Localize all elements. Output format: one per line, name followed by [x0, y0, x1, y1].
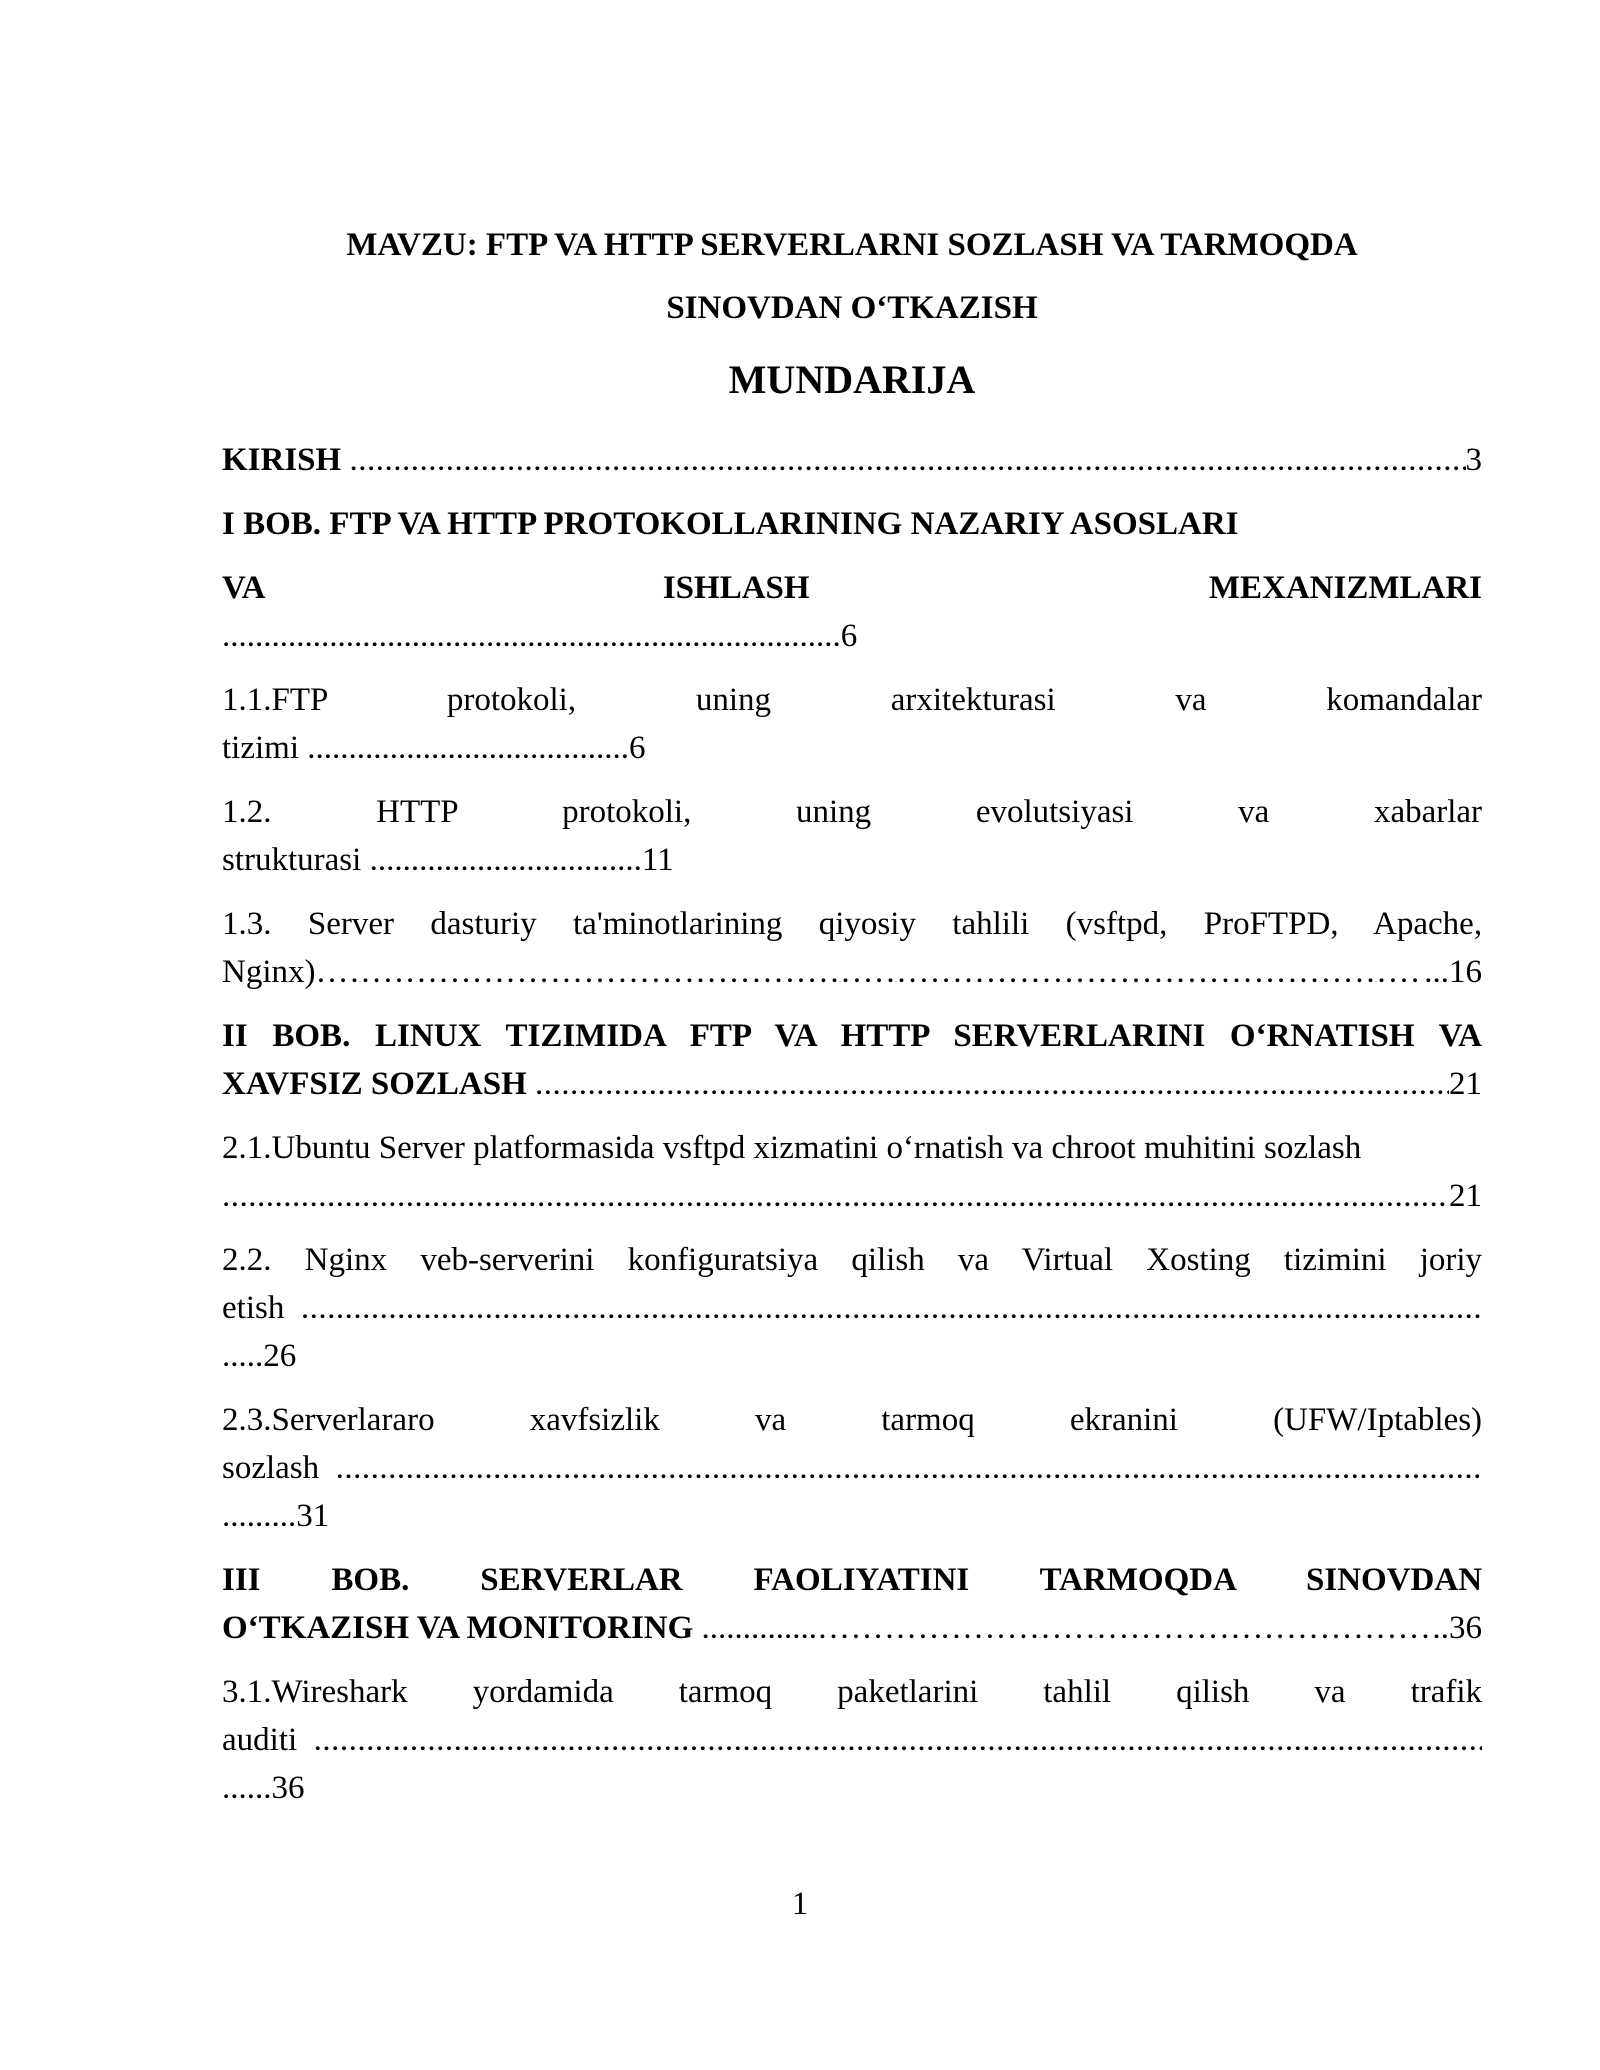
- toc-word: konfiguratsiya: [627, 1242, 819, 1278]
- toc-word: qilish: [851, 1242, 925, 1278]
- toc-entry-2-3: [222, 1396, 1482, 1444]
- toc-word: ProFTPD,: [1203, 906, 1339, 942]
- toc-entry-label: strukturasi: [222, 842, 362, 878]
- toc-heading: MUNDARIJA: [728, 357, 976, 402]
- toc-word: uning: [796, 794, 872, 830]
- toc-page-number: .....26: [222, 1338, 297, 1374]
- toc-entry-bob3: [222, 1556, 1482, 1604]
- toc-word: veb-serverini: [420, 1242, 595, 1278]
- toc-word: va: [957, 1242, 990, 1278]
- toc-word: Server: [307, 906, 394, 942]
- toc-word: protokoli,: [562, 794, 692, 830]
- toc-word: joriy: [1419, 1242, 1483, 1278]
- toc-word: MEXANIZMLARI: [1208, 570, 1482, 606]
- toc-page-number: 21: [1449, 1066, 1482, 1102]
- toc-word: 2.3.Serverlararo: [222, 1402, 435, 1438]
- toc-word: dasturiy: [430, 906, 537, 942]
- page-number: 1: [791, 1886, 809, 1922]
- toc-entry-bob1-line2: [222, 564, 1482, 612]
- toc-entry-bob3-line2: [222, 1604, 1482, 1652]
- toc-word: ISHLASH: [662, 570, 810, 606]
- toc-entry-bob1-line3: [222, 612, 1482, 660]
- toc-entry-3-1: [222, 1668, 1482, 1716]
- toc-word: Xosting: [1146, 1242, 1251, 1278]
- toc-word: va: [1238, 794, 1270, 830]
- toc-entry-2-3-line2: [222, 1444, 1482, 1492]
- toc-word: Nginx: [304, 1242, 388, 1278]
- toc-word: 2.2.: [222, 1242, 272, 1278]
- toc-leader-dots: [314, 1716, 1482, 1764]
- toc-entry-label: I BOB. FTP VA HTTP PROTOKOLLARINING NAZARIY ASOSLARI: [222, 506, 1239, 542]
- toc-word: SERVERLARINI: [953, 1018, 1206, 1054]
- toc-word: 1.3.: [222, 906, 272, 942]
- toc-word: xabarlar: [1373, 794, 1483, 830]
- toc-word: II: [222, 1018, 248, 1054]
- toc-entry-2-2-line3: [222, 1332, 1482, 1380]
- toc-word: VA: [774, 1018, 816, 1054]
- toc-word: ekranini: [1069, 1402, 1178, 1438]
- toc-page-number: 11: [641, 842, 674, 878]
- toc-entry-1-2: [222, 788, 1482, 836]
- toc-word: tahlili: [952, 906, 1030, 942]
- toc-entry-label: O‘TKAZISH VA MONITORING: [222, 1610, 694, 1646]
- toc-word: uning: [695, 682, 771, 718]
- toc-word: ta'minotlarining: [573, 906, 783, 942]
- toc-leader-dots: [817, 1604, 1441, 1652]
- toc-word: 1.1.FTP: [222, 682, 328, 718]
- toc-word: trafik: [1410, 1674, 1483, 1710]
- toc-entry-bob2: [222, 1012, 1482, 1060]
- toc-word: VA: [1438, 1018, 1482, 1054]
- toc-word: HTTP: [376, 794, 458, 830]
- toc-word: HTTP: [840, 1018, 929, 1054]
- toc-entry-label: sozlash: [222, 1450, 320, 1486]
- toc-entry-bob1: [222, 500, 1482, 548]
- toc-word: evolutsiyasi: [975, 794, 1134, 830]
- toc-word: Apache,: [1373, 906, 1483, 942]
- toc-word: 3.1.Wireshark: [222, 1674, 408, 1710]
- toc-entry-2-3-line3: [222, 1492, 1482, 1540]
- toc-word: (UFW/Iptables): [1273, 1402, 1483, 1438]
- toc-entry-label: auditi: [222, 1722, 298, 1758]
- toc-word: xavfsizlik: [529, 1402, 660, 1438]
- toc-word: tizimini: [1283, 1242, 1387, 1278]
- toc-word: SERVERLAR: [480, 1562, 683, 1598]
- toc-word: tarmoq: [678, 1674, 773, 1710]
- toc-word: TIZIMIDA: [505, 1018, 666, 1054]
- toc-word: Virtual: [1021, 1242, 1114, 1278]
- table-of-contents: [222, 436, 1482, 1812]
- toc-word: paketlarini: [837, 1674, 979, 1710]
- toc-word: VA: [222, 570, 264, 606]
- toc-entry-label: Nginx): [222, 954, 316, 990]
- toc-word: yordamida: [472, 1674, 614, 1710]
- toc-word: arxitekturasi: [890, 682, 1056, 718]
- document-title: [222, 214, 1482, 340]
- toc-leader-dots: [222, 1172, 1449, 1220]
- title-line-1: MAVZU: FTP VA HTTP SERVERLARNI SOZLASH VA TARMOQDA: [346, 227, 1358, 263]
- toc-leader-dots: [301, 1284, 1482, 1332]
- toc-entry-label: KIRISH: [222, 442, 342, 478]
- toc-leader-dots: ..............: [701, 1610, 818, 1646]
- toc-entry-1-1: [222, 676, 1482, 724]
- toc-entry-2-2: [222, 1236, 1482, 1284]
- toc-word: (vsftpd,: [1065, 906, 1168, 942]
- toc-page-number: 21: [1449, 1178, 1482, 1214]
- toc-entry-kirish: [222, 436, 1482, 484]
- title-line-2: SINOVDAN O‘TKAZISH: [666, 290, 1038, 326]
- toc-word: SINOVDAN: [1306, 1562, 1483, 1598]
- toc-entry-2-1: [222, 1124, 1482, 1172]
- toc-entry-3-1-line2: [222, 1716, 1482, 1764]
- toc-word: protokoli,: [446, 682, 577, 718]
- toc-word: 1.2.: [222, 794, 272, 830]
- toc-entry-label: etish: [222, 1290, 285, 1326]
- toc-page-number: ......36: [222, 1770, 305, 1806]
- toc-word: BOB.: [272, 1018, 351, 1054]
- toc-leader-dots: .................................: [369, 842, 642, 878]
- toc-entry-label: 2.1.Ubuntu Server platformasida vsftpd xizmatini o‘rnatish va chroot muhitini sozlash: [222, 1130, 1362, 1166]
- toc-word: III: [222, 1562, 261, 1598]
- toc-leader-dots: [535, 1060, 1449, 1108]
- toc-word: tarmoq: [881, 1402, 975, 1438]
- toc-word: TARMOQDA: [1039, 1562, 1236, 1598]
- toc-entry-1-3: [222, 900, 1482, 948]
- toc-word: va: [1175, 682, 1207, 718]
- toc-word: BOB.: [331, 1562, 410, 1598]
- toc-word: FAOLIYATINI: [753, 1562, 970, 1598]
- toc-entry-1-1-line2: [222, 724, 1482, 772]
- toc-leader-dots: [316, 948, 1425, 996]
- toc-leader-dots: [336, 1444, 1482, 1492]
- toc-page-number: 3: [1465, 442, 1482, 478]
- toc-leader-dots: ...........................................................................: [222, 618, 841, 654]
- toc-page-number: .........31: [222, 1498, 330, 1534]
- toc-page-number: 6: [840, 618, 858, 654]
- toc-entry-label: tizimi: [222, 730, 299, 766]
- toc-page-number: .36: [1440, 1610, 1482, 1646]
- toc-word: LINUX: [375, 1018, 482, 1054]
- toc-entry-1-3-line2: [222, 948, 1482, 996]
- toc-word: O‘RNATISH: [1229, 1018, 1415, 1054]
- toc-word: qiyosiy: [818, 906, 916, 942]
- toc-word: tahlil: [1043, 1674, 1112, 1710]
- toc-leader-dots: [349, 436, 1465, 484]
- toc-word: va: [1314, 1674, 1346, 1710]
- toc-entry-2-2-line2: [222, 1284, 1482, 1332]
- toc-page-number: 6: [629, 730, 646, 766]
- toc-word: va: [754, 1402, 787, 1438]
- toc-page-number: ...16: [1424, 954, 1482, 990]
- toc-entry-3-1-line3: [222, 1764, 1482, 1812]
- toc-entry-2-1-line2: [222, 1172, 1482, 1220]
- toc-entry-1-2-line2: [222, 836, 1482, 884]
- toc-word: qilish: [1176, 1674, 1250, 1710]
- toc-word: FTP: [689, 1018, 751, 1054]
- toc-entry-label: XAVFSIZ SOZLASH: [222, 1066, 527, 1102]
- toc-leader-dots: .......................................: [307, 730, 629, 766]
- toc-entry-bob2-line2: [222, 1060, 1482, 1108]
- toc-word: komandalar: [1326, 682, 1483, 718]
